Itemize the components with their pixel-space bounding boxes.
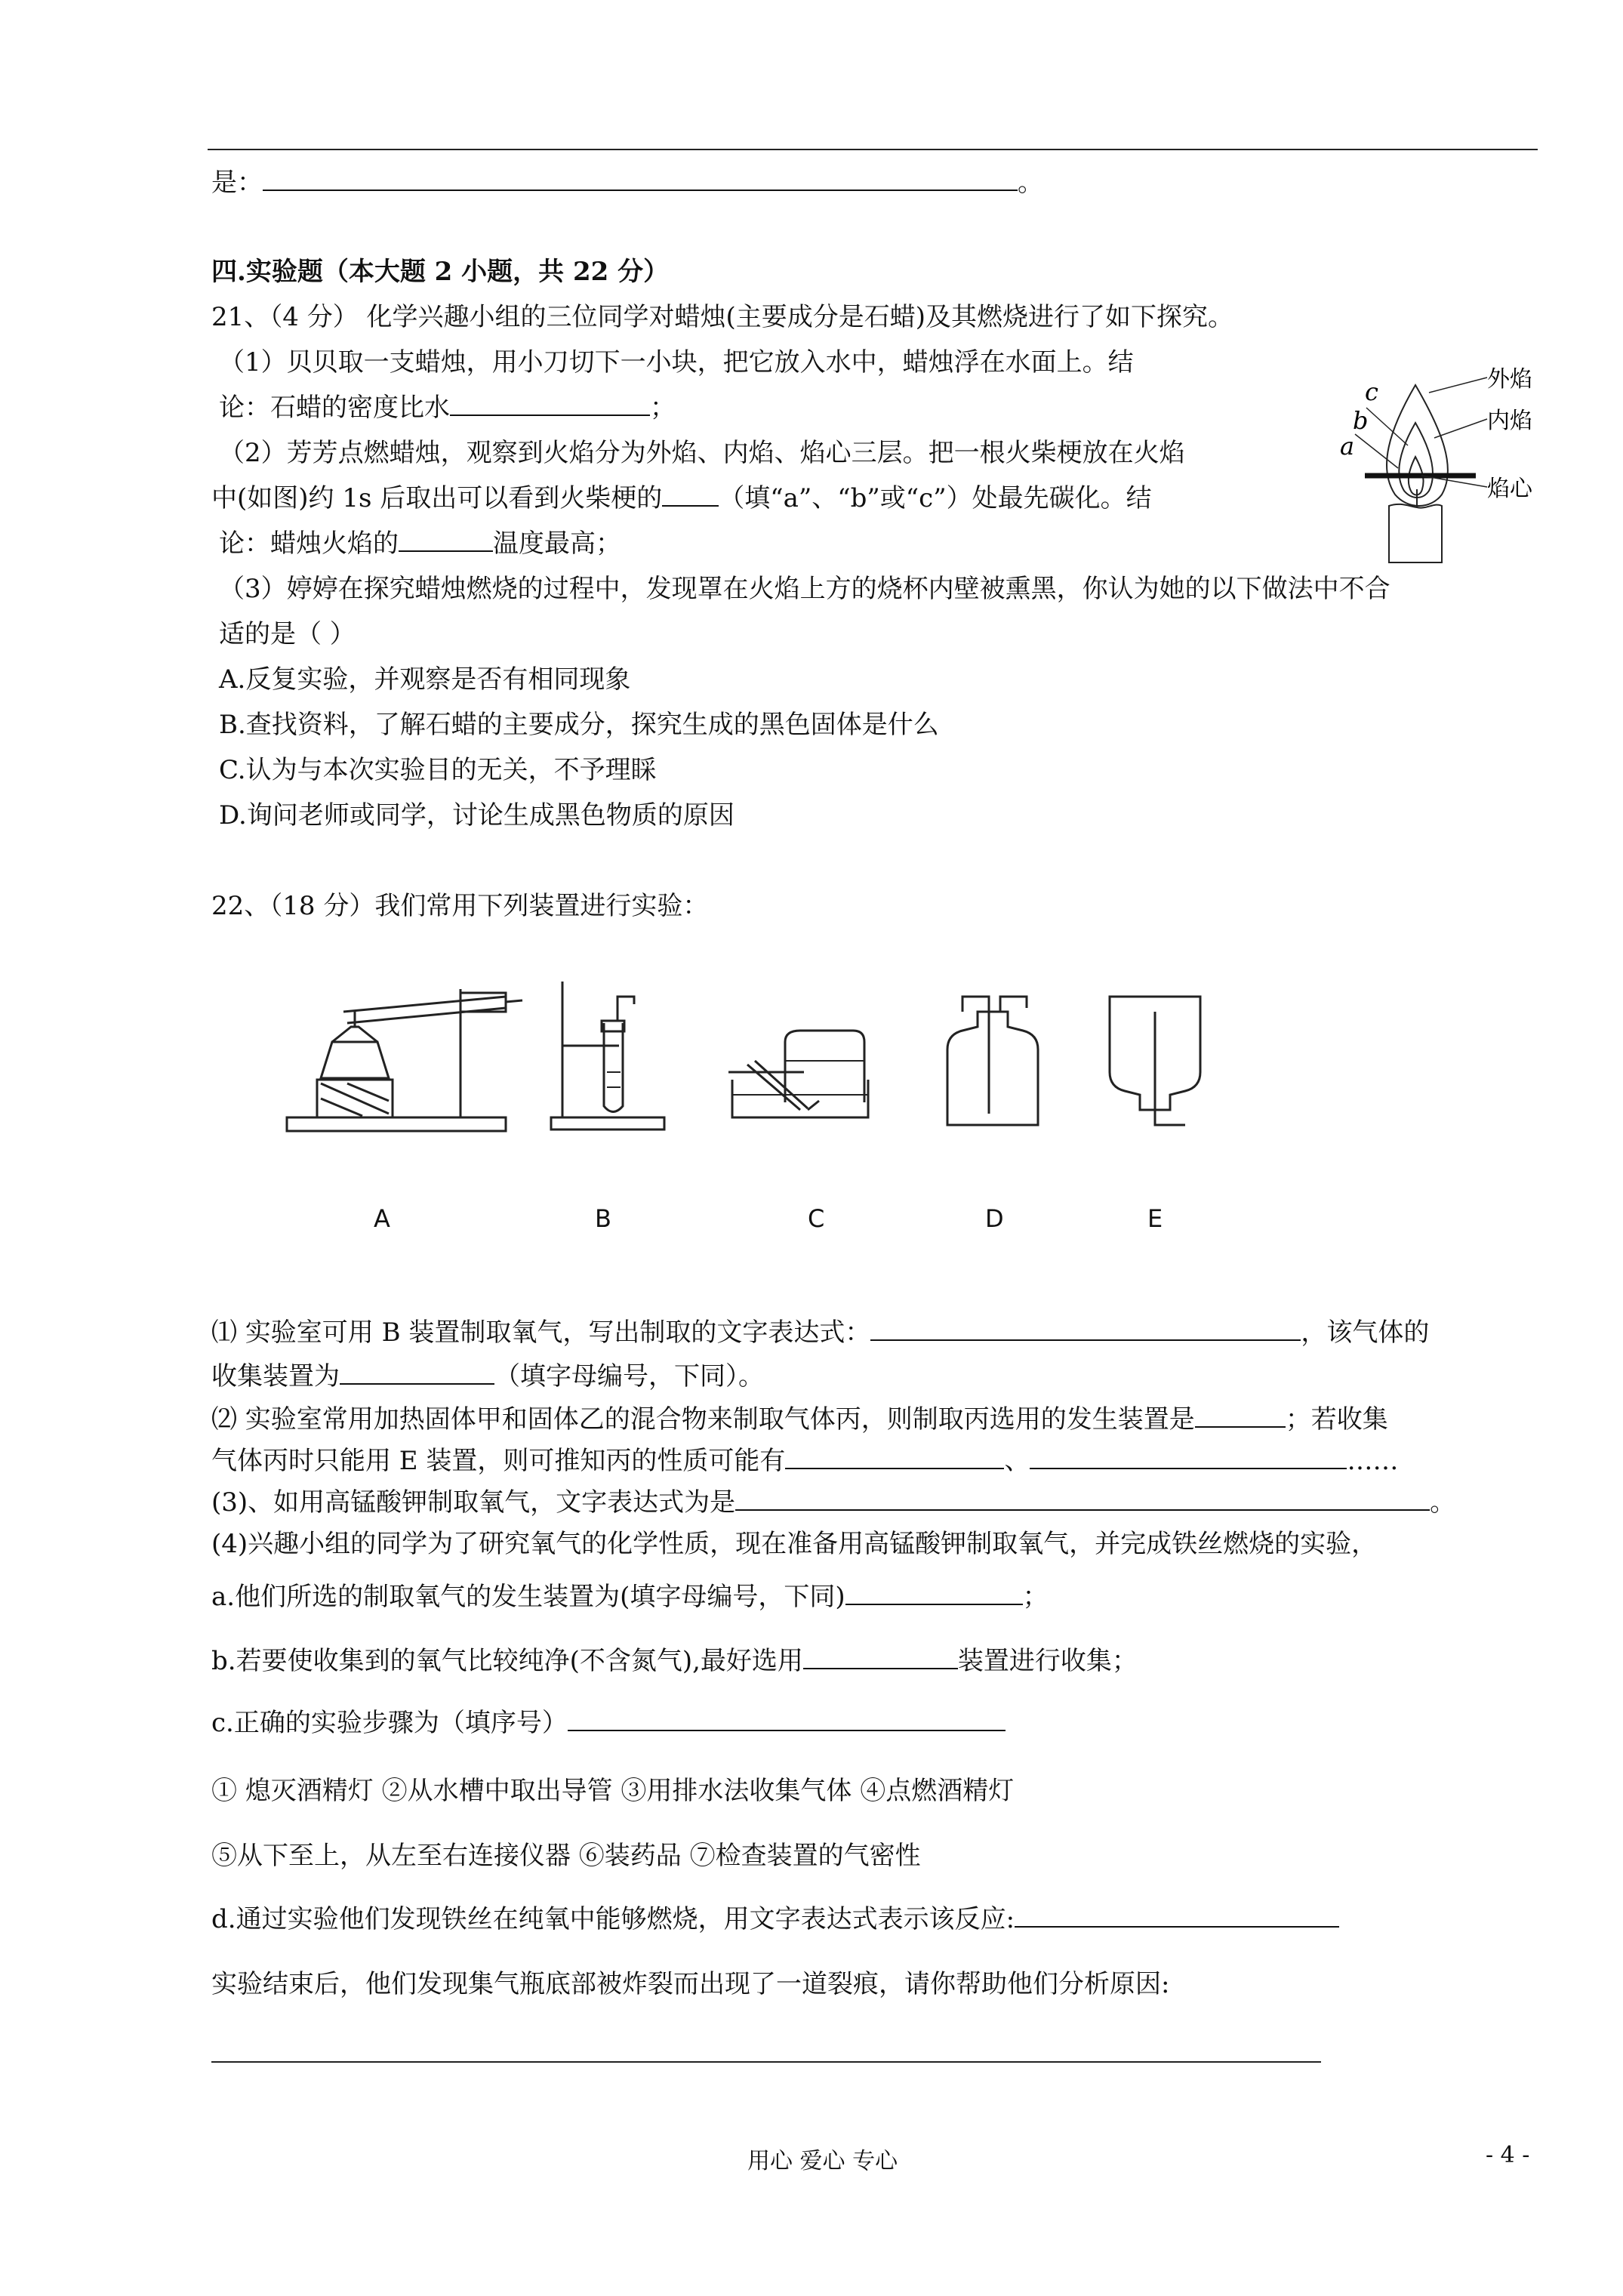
q21-part3-line1: （3）婷婷在探究蜡烛燃烧的过程中，发现罩在火焰上方的烧杯内壁被熏黑，你认为她的以下做法中不合 bbox=[219, 574, 1390, 604]
answer-blank bbox=[1030, 1447, 1347, 1469]
answer-blank bbox=[399, 529, 493, 552]
answer-blank bbox=[735, 1488, 1430, 1511]
header-rule bbox=[208, 149, 1538, 150]
q21-part1-line2: 论：石蜡的密度比水 ； bbox=[219, 393, 676, 423]
q22-steps-line1: ① 熄灭酒精灯 ②从水槽中取出导管 ③用排水法收集气体 ④点燃酒精灯 bbox=[211, 1776, 1015, 1806]
answer-blank bbox=[263, 168, 1018, 191]
prev-answer-prefix: 是： bbox=[211, 168, 263, 198]
option-a: A.反复实验，并观察是否有相同现象 bbox=[219, 664, 631, 695]
apparatus-b bbox=[551, 982, 664, 1130]
q22-c-line: c.正确的实验步骤为（填序号） bbox=[211, 1708, 1006, 1738]
apparatus-a bbox=[287, 989, 522, 1131]
q22-sub2-line2: 气体丙时只能用 E 装置，则可推知丙的性质可能有 、 …… bbox=[211, 1446, 1399, 1476]
section-title: 四.实验题（本大题 2 小题，共 22 分） bbox=[211, 257, 670, 287]
q22-sub1-line2: 收集装置为 （填字母编号，下同）。 bbox=[211, 1361, 764, 1391]
label-apparatus-b: B bbox=[595, 1204, 611, 1233]
q22-sub2-line1: ⑵ 实验室常用加热固体甲和固体乙的混合物来制取气体丙，则制取丙选用的发生装置是 ；若收集 bbox=[211, 1404, 1388, 1435]
q22-d-line: d.通过实验他们发现铁丝在纯氧中能够燃烧，用文字表达式表示该反应: bbox=[211, 1904, 1339, 1934]
q22-a-line: a.他们所选的制取氧气的发生装置为(填字母编号，下同) ； bbox=[211, 1582, 1049, 1612]
q21-part1-line1: （1）贝贝取一支蜡烛，用小刀切下一小块，把它放入水中，蜡烛浮在水面上。结 bbox=[219, 347, 1134, 378]
option-b: B.查找资料，了解石蜡的主要成分，探究生成的黑色固体是什么 bbox=[219, 710, 939, 740]
label-apparatus-a: A bbox=[374, 1204, 390, 1233]
answer-blank bbox=[340, 1362, 494, 1385]
label-apparatus-e: E bbox=[1147, 1204, 1163, 1233]
prev-answer-line: 是： 。 bbox=[211, 168, 1043, 198]
answer-blank bbox=[662, 484, 719, 507]
label-outer-flame: 外焰 bbox=[1487, 366, 1532, 393]
q22-steps-line2: ⑤从下至上，从左至右连接仪器 ⑥装药品 ⑦检查装置的气密性 bbox=[211, 1841, 921, 1871]
label-apparatus-c: C bbox=[808, 1204, 825, 1233]
label-inner-flame: 内焰 bbox=[1487, 408, 1532, 434]
option-c: C.认为与本次实验目的无关，不予理睬 bbox=[219, 755, 657, 785]
q21-stem: 21、（4 分） 化学兴趣小组的三位同学对蜡烛(主要成分是石蜡)及其燃烧进行了如下探究。 bbox=[211, 302, 1234, 332]
label-a: a bbox=[1340, 432, 1355, 461]
answer-blank bbox=[845, 1583, 1023, 1605]
answer-blank bbox=[211, 2061, 1321, 2063]
apparatus-e bbox=[1110, 997, 1200, 1125]
q22-sub3-line: (3)、如用高锰酸钾制取氧气，文字表达式为是 。 bbox=[211, 1487, 1456, 1518]
q22-stem: 22、（18 分）我们常用下列装置进行实验： bbox=[211, 891, 709, 921]
q21-part2-line1: （2）芳芳点燃蜡烛，观察到火焰分为外焰、内焰、焰心三层。把一根火柴梗放在火焰 bbox=[219, 438, 1185, 468]
apparatus-figure bbox=[279, 966, 1276, 1253]
answer-blank bbox=[1195, 1405, 1286, 1428]
answer-blank bbox=[870, 1318, 1301, 1341]
apparatus-d bbox=[947, 997, 1038, 1125]
answer-blank bbox=[803, 1647, 958, 1669]
label-apparatus-d: D bbox=[985, 1204, 1004, 1233]
q22-b-line: b.若要使收集到的氧气比较纯净(不含氮气),最好选用 装置进行收集； bbox=[211, 1646, 1138, 1676]
q21-part2-line2: 中(如图)约 1s 后取出可以看到火柴梗的 （填“a”、“b”或“c”）处最先碳化。结 bbox=[211, 483, 1152, 513]
apparatus-c bbox=[728, 1031, 868, 1117]
q21-part3-line2: 适的是（ ） bbox=[219, 619, 356, 649]
answer-blank bbox=[1015, 1905, 1339, 1928]
page-number: - 4 - bbox=[1486, 2142, 1530, 2168]
answer-blank bbox=[785, 1447, 1004, 1469]
label-flame-core: 焰心 bbox=[1487, 476, 1532, 502]
answer-blank bbox=[450, 393, 650, 416]
candle-body bbox=[1389, 504, 1442, 562]
footer-slogan: 用心 爱心 专心 bbox=[747, 2148, 898, 2174]
q22-sub4-line: (4)兴趣小组的同学为了研究氧气的化学性质，现在准备用高锰酸钾制取氧气，并完成铁丝燃烧的实验， bbox=[211, 1529, 1378, 1559]
q22-end-line: 实验结束后，他们发现集气瓶底部被炸裂而出现了一道裂痕，请你帮助他们分析原因: bbox=[211, 1969, 1170, 1999]
label-b: b bbox=[1353, 406, 1369, 435]
option-d: D.询问老师或同学，讨论生成黑色物质的原因 bbox=[219, 800, 735, 831]
answer-blank bbox=[568, 1709, 1006, 1731]
label-c: c bbox=[1365, 378, 1378, 406]
candle-flame-figure bbox=[1336, 362, 1563, 574]
q22-sub1-line1: ⑴ 实验室可用 B 装置制取氧气，写出制取的文字表达式： ，该气体的 bbox=[211, 1318, 1430, 1348]
q21-part2-line3: 论：蜡烛火焰的 温度最高； bbox=[219, 529, 621, 559]
